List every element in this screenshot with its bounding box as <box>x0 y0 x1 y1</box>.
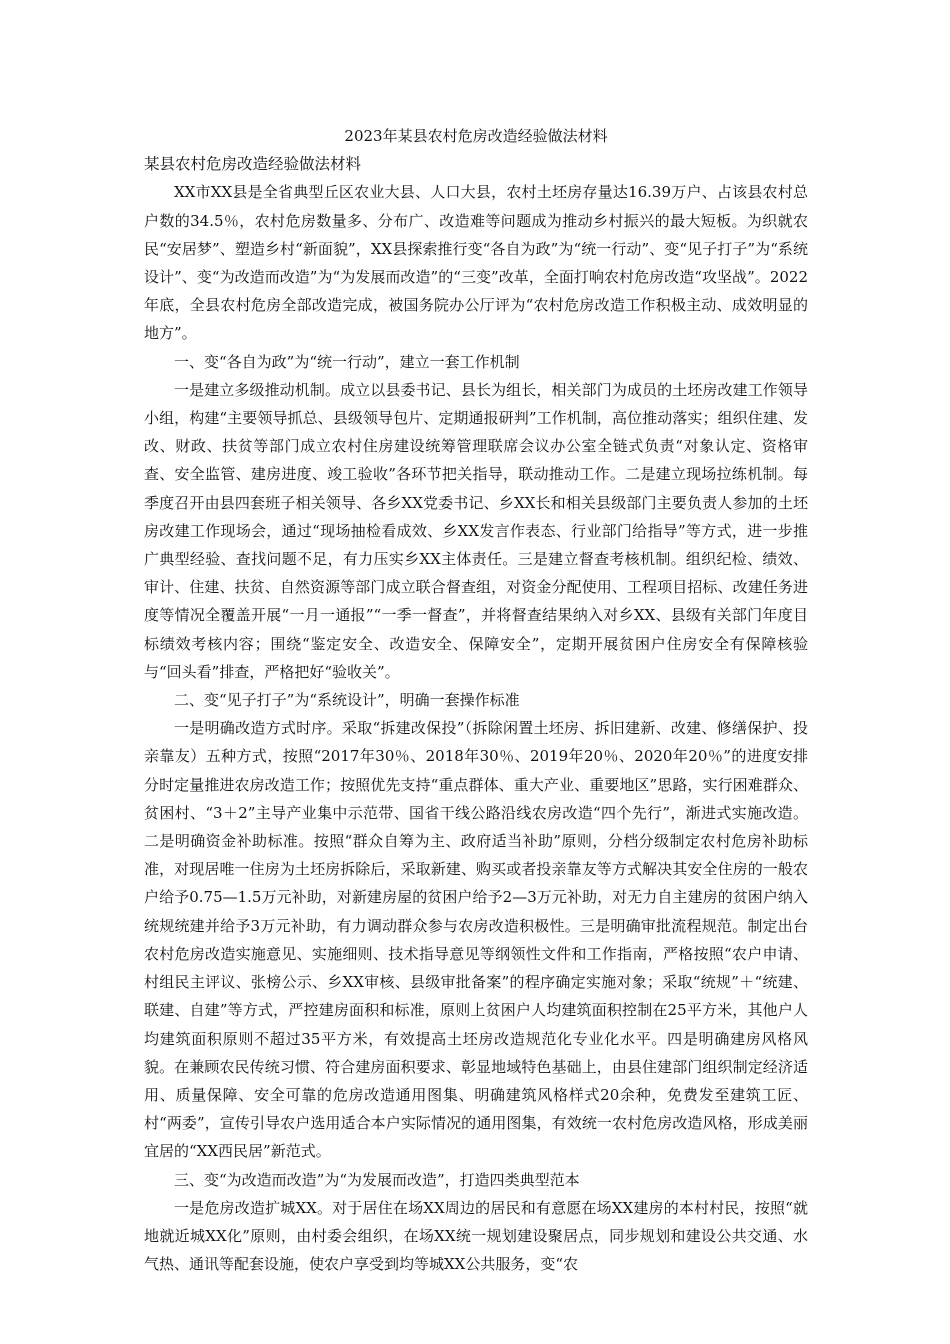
section-3-paragraph: 一是危房改造扩城XX。对于居住在场XX周边的居民和有意愿在场XX建房的本村村民，按照“就地就近城XX化”原则，由村委会组织，在场XX统一规划建设聚居点，同步规划和建设公共交通、水气热、通讯等配套设施，使农户享受到均等城XX公共服务，变“农 <box>144 1198 808 1274</box>
document-subtitle: 某县农村危房改造经验做法材料 <box>144 155 362 174</box>
section-2-paragraph: 一是明确改造方式时序。采取“拆建改保投”（拆除闲置土坯房、拆旧建新、改建、修缮保护、投亲靠友）五种方式，按照“2017年30％、2018年30％、2019年20％、2020年20％”的进度安排分时定量推进农房改造工作；按照优先支持“重点群体、重大产业、重要地区”思路，实行困难群众、贫困村、“3＋2”主导产业集中示范带、国省干线公路沿线农房改造“四个先行”，渐进式实施改造。二是明确资金补助标准。按照“群众自筹为主、政府适当补助”原则，分档分级制定农村危房补助标准，对现居唯一住房为土坯房拆除后，采取新建、购买或者投亲靠友等方式解决其安全住房的一般农户给予0.75—1.5万元补助，对新建房屋的贫困户给予2—3万元补助，对无力自主建房的贫困户纳入统规统建并给予3万元补助，有力调动群众参与农房改造积极性。三是明确审批流程规范。制定出台农村危房改造实施意见、实施细则、技术指导意见等纲领性文件和工作指南，严格按照“农户申请、村组民主评议、张榜公示、乡XX审核、县级审批备案”的程序确定实施对象；采取“统规”＋“统建、联建、自建”等方式，严控建房面积和标准，原则上贫困户人均建筑面积控制在25平方米，其他户人均建筑面积原则不超过35平方米，有效提高土坯房改造规范化专业化水平。四是明确建房风格风貌。在兼顾农民传统习惯、符合建房面积要求、彰显地域特色基础上，由县住建部门组织制定经济适用、质量保障、安全可靠的危房改造通用图集、明确建筑风格样式20余种，免费发至建筑工匠、村“两委”，宣传引导农户选用适合本户实际情况的通用图集，有效统一农村危房改造风格，形成美丽宜居的“XX西民居”新范式。 <box>144 719 808 1161</box>
section-1-paragraph: 一是建立多级推动机制。成立以县委书记、县长为组长，相关部门为成员的土坯房改建工作领导小组，构建“主要领导抓总、县级领导包片、定期通报研判”工作机制，高位推动落实；组织住建、发改、财政、扶贫等部门成立农村住房建设统筹管理联席会议办公室全链式负责“对象认定、资格审查、安全监管、建房进度、竣工验收”各环节把关指导，联动推动工作。二是建立现场拉练机制。每季度召开由县四套班子相关领导、各乡XX党委书记、乡XX长和相关县级部门主要负责人参加的土坯房改建工作现场会，通过“现场抽检看成效、乡XX发言作表态、行业部门给指导”等方式，进一步推广典型经验、查找问题不足，有力压实乡XX主体责任。三是建立督查考核机制。组织纪检、绩效、审计、住建、扶贫、自然资源等部门成立联合督查组，对资金分配使用、工程项目招标、改建任务进度等情况全覆盖开展“一月一通报”“一季一督查”，并将督查结果纳入对乡XX、县级有关部门年度目标绩效考核内容；围绕“鉴定安全、改造安全、保障安全”，定期开展贫困户住房安全有保障核验与“回头看”排查，严格把好“验收关”。 <box>144 380 808 681</box>
section-1-heading: 一、变“各自为政”为“统一行动”，建立一套工作机制 <box>174 352 520 371</box>
document-page <box>144 122 808 1278</box>
intro-paragraph: XX市XX县是全省典型丘区农业大县、人口大县，农村土坯房存量达16.39万户、占该县农村总户数的34.5％，农村危房数量多、分布广、改造难等问题成为推动乡村振兴的最大短板。为织就农民“安居梦”、塑造乡村“新面貌”，XX县探索推行变“各自为政”为“统一行动”、变“见子打子”为“系统设计”、变“为改造而改造”为“为发展而改造”的“三变”改革，全面打响农村危房改造“攻坚战”。2022年底，全县农村危房全部改造完成，被国务院办公厅评为“农村危房改造工作积极主动、成效明显的地方”。 <box>144 183 808 343</box>
section-2-heading: 二、变“见子打子”为“系统设计”，明确一套操作标准 <box>174 691 520 710</box>
document-title: 2023年某县农村危房改造经验做法材料 <box>344 127 608 145</box>
section-3-heading: 三、变“为改造而改造”为“为发展而改造”，打造四类典型范本 <box>174 1170 580 1189</box>
